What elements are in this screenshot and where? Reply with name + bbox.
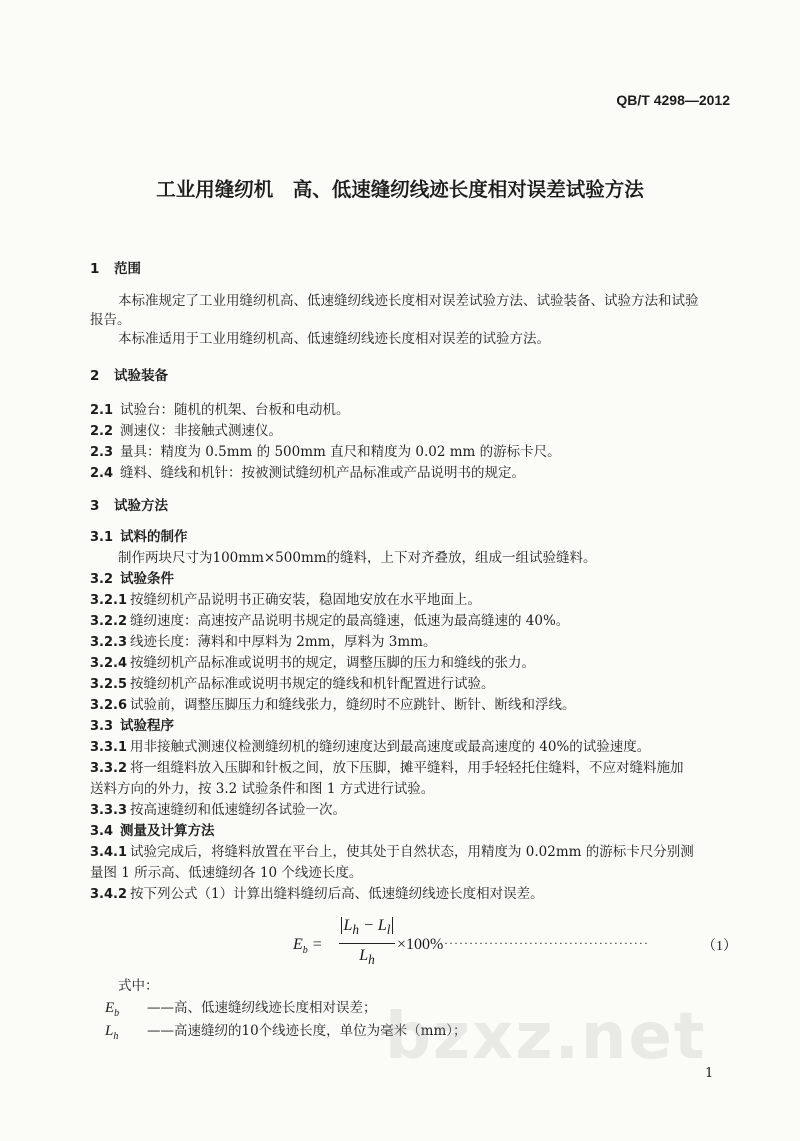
clause-2-1 [90, 398, 350, 418]
clause-3-4 [90, 819, 215, 839]
where-label: 式中： [118, 978, 159, 994]
clause-number: 3.2.6 [90, 698, 128, 713]
clause-2-2 [90, 419, 282, 439]
clause-number: 3.2.3 [90, 635, 128, 650]
paragraph-line: 量图 1 所示高、低速缝纫各 10 个线迹长度。 [90, 865, 363, 881]
clause-number: 2.4 [90, 466, 114, 481]
clause-3-2-5 [90, 672, 495, 692]
clause-text: 用非接触式测速仪检测缝纫机的缝纫速度达到最高速度或最高速度的 40%的试验速度。 [130, 739, 651, 755]
clause-text: 试验完成后，将缝料放置在平台上，使其处于自然状态，用精度为 0.02mm 的游标卡尺分别测 [130, 844, 694, 860]
clause-number: 2.2 [90, 424, 114, 439]
clause-text: 按缝纫机产品标准或说明书规定的缝线和机针配置进行试验。 [130, 676, 495, 692]
clause-3-2 [90, 567, 174, 587]
clause-3-2-1 [90, 588, 481, 608]
paragraph-line: 制作两块尺寸为100mm×500mm的缝料，上下对齐叠放，组成一组试验缝料。 [118, 550, 597, 566]
clause-title: 测量及计算方法 [120, 823, 215, 839]
clause-text: 试验前，调整压脚压力和缝线张力，缝纫时不应跳针、断针、断线和浮线。 [130, 697, 576, 713]
clause-text: 按缝纫机产品说明书正确安装，稳固地安放在水平地面上。 [130, 592, 481, 608]
clause-text: 量具：精度为 0.5mm 的 500mm 直尺和精度为 0.02 mm 的游标卡尺。 [120, 444, 561, 460]
clause-text: 线迹长度：薄料和中厚料为 2mm，厚料为 3mm。 [130, 634, 437, 650]
equation-number: （1） [702, 939, 737, 954]
section-number: 2 [90, 368, 100, 384]
formula-numerator: $L_h - L_l$ [339, 917, 395, 938]
clause-number: 3.4 [90, 824, 114, 839]
clause-number: 3.2.4 [90, 656, 128, 671]
variable-description: ——高、低速缝纫线迹长度相对误差； [147, 1000, 377, 1016]
section-3-heading [90, 494, 168, 514]
section-2-heading [90, 364, 168, 384]
paragraph-line: 本标准规定了工业用缝纫机高、低速缝纫线迹长度相对误差试验方法、试验装备、试验方法和试验 [118, 293, 699, 309]
variable-symbol: $E_b$ [105, 1000, 120, 1019]
section-number: 3 [90, 498, 100, 514]
paragraph-line: 送料方向的外力，按 3.2 试验条件和图 1 方式进行试验。 [90, 781, 435, 797]
clause-number: 3.4.2 [90, 887, 128, 902]
clause-number: 3.2.5 [90, 677, 128, 692]
clause-title: 试料的制作 [120, 529, 188, 545]
clause-3-3 [90, 714, 174, 734]
clause-3-3-1 [90, 735, 650, 755]
clause-text: 按下列公式（1）计算出缝料缝纫后高、低速缝纫线迹长度相对误差。 [130, 886, 544, 902]
clause-text: 按高速缝纫和低速缝纫各试验一次。 [130, 802, 346, 818]
fraction-bar [339, 943, 395, 944]
document-title: 工业用缝纫机 高、低速缝纫线迹长度相对误差试验方法 [156, 178, 644, 201]
watermark: bzxz.net [385, 1000, 707, 1074]
formula-multiplier: ×100% [397, 936, 444, 953]
clause-text: 缝料、缝线和机针：按被测试缝纫机产品标准或产品说明书的规定。 [120, 465, 525, 481]
clause-number: 3.4.1 [90, 845, 128, 860]
clause-3-4-1 [90, 840, 694, 860]
clause-3-2-4 [90, 651, 535, 671]
clause-number: 3.3 [90, 719, 114, 734]
clause-3-2-3 [90, 630, 436, 650]
clause-text: 试验台：随机的机架、台板和电动机。 [120, 402, 350, 418]
section-1-heading [90, 257, 141, 277]
section-number: 1 [90, 261, 100, 277]
page-number: 1 [705, 1066, 714, 1081]
clause-text: 按缝纫机产品标准或说明书的规定，调整压脚的压力和缝线的张力。 [130, 655, 535, 671]
clause-number: 3.3.3 [90, 803, 128, 818]
clause-2-3 [90, 440, 561, 460]
clause-number: 2.1 [90, 403, 114, 418]
clause-number: 3.1 [90, 530, 114, 545]
variable-symbol: $L_h$ [105, 1023, 119, 1042]
variable-eb [105, 996, 377, 1019]
clause-text: 缝纫速度：高速按产品说明书规定的最高缝速，低速为最高缝速的 40%。 [130, 613, 570, 629]
formula-denominator: $L_h$ [359, 947, 375, 968]
clause-number: 3.2.2 [90, 614, 128, 629]
clause-title: 试验条件 [120, 571, 174, 587]
clause-text: 将一组缝料放入压脚和针板之间，放下压脚，摊平缝料，用手轻轻托住缝料，不应对缝料施加 [130, 760, 684, 776]
section-title: 试验装备 [114, 368, 168, 384]
clause-2-4 [90, 461, 525, 481]
clause-3-4-2 [90, 882, 544, 902]
clause-3-3-3 [90, 798, 346, 818]
formula-1 [293, 915, 737, 975]
clause-number: 3.2 [90, 572, 114, 587]
formula-leader-dots: ·········································· [439, 936, 649, 950]
paragraph-line: 报告。 [90, 312, 131, 328]
clause-number: 3.2.1 [90, 593, 128, 608]
paragraph-line: 本标准适用于工业用缝纫机高、低速缝纫线迹长度相对误差的试验方法。 [118, 331, 550, 347]
section-title: 试验方法 [114, 498, 168, 514]
clause-3-1 [90, 525, 188, 545]
clause-3-2-2 [90, 609, 569, 629]
clause-3-2-6 [90, 693, 576, 713]
clause-title: 试验程序 [120, 718, 174, 734]
formula-lhs: $E_b$ = [293, 936, 323, 957]
clause-3-3-2 [90, 756, 684, 776]
clause-number: 3.3.1 [90, 740, 128, 755]
clause-text: 测速仪：非接触式测速仪。 [120, 423, 282, 439]
variable-description: ——高速缝纫的10个线迹长度，单位为毫米（mm）； [147, 1023, 467, 1039]
section-title: 范围 [114, 261, 141, 277]
clause-number: 3.3.2 [90, 761, 128, 776]
clause-number: 2.3 [90, 445, 114, 460]
standard-number: QB/T 4298—2012 [616, 92, 730, 108]
